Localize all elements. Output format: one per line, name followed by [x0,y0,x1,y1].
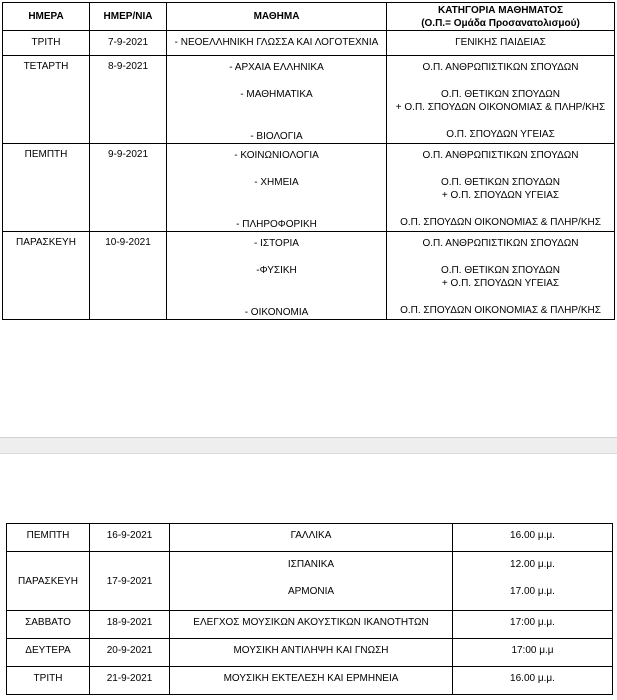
table-row [7,611,613,639]
subject-line: - ΜΑΘΗΜΑΤΙΚΑ [240,89,313,100]
category-line: Ο.Π. ΣΠΟΥΔΩΝ ΥΓΕΙΑΣ [446,129,555,140]
category-cell: ΓΕΝΙΚΗΣ ΠΑΙΔΕΙΑΣ [387,31,615,56]
category-cell [387,232,615,320]
subject-line: - ΙΣΤΟΡΙΑ [254,238,299,249]
subject-cell: ΓΑΛΛΙΚΑ [170,524,453,552]
subject-line: -ΦΥΣΙΚΗ [256,265,297,276]
date-cell: 7-9-2021 [90,31,167,56]
subject-cell: ΕΛΕΓΧΟΣ ΜΟΥΣΙΚΩΝ ΑΚΟΥΣΤΙΚΩΝ ΙΚΑΝΟΤΗΤΩΝ [170,611,453,639]
subject-line: ΙΣΠΑΝΙΚΑ [287,559,335,570]
subject-line: - ΚΟΙΝΩΝΙΟΛΟΓΙΑ [234,150,319,161]
table-row [7,524,613,552]
date-cell: 9-9-2021 [90,144,167,232]
category-line: + Ο.Π. ΣΠΟΥΔΩΝ ΟΙΚΟΝΟΜΙΑΣ & ΠΛΗΡ/ΚΗΣ [395,102,606,113]
header-category [387,3,615,31]
category-cell [387,144,615,232]
category-line: Ο.Π. ΘΕΤΙΚΩΝ ΣΠΟΥΔΩΝ [441,177,560,188]
table-row [3,56,615,144]
category-line: + Ο.Π. ΣΠΟΥΔΩΝ ΥΓΕΙΑΣ [441,278,560,289]
date-cell: 8-9-2021 [90,56,167,144]
time-line: 12.00 μ.μ. [510,559,555,570]
table-row [7,552,613,611]
time-cell: 16.00 μ.μ. [453,667,613,695]
day-cell: ΠΑΡΑΣΚΕΥΗ [7,552,90,611]
table-row [3,144,615,232]
subject-line: - ΠΛΗΡΟΦΟΡΙΚΗ [236,219,317,230]
subject-cell [167,144,387,232]
category-line: Ο.Π. ΑΝΘΡΩΠΙΣΤΙΚΩΝ ΣΠΟΥΔΩΝ [422,238,579,249]
subject-line: - ΟΙΚΟΝΟΜΙΑ [244,307,309,318]
subject-cell [167,232,387,320]
subject-cell: - ΝΕΟΕΛΛΗΝΙΚΗ ΓΛΩΣΣΑ ΚΑΙ ΛΟΓΟΤΕΧΝΙΑ [167,31,387,56]
subject-line: ΑΡΜΟΝΙΑ [287,586,335,597]
date-cell: 21-9-2021 [90,667,170,695]
time-cell: 17:00 μ.μ. [453,611,613,639]
category-line: Ο.Π. ΣΠΟΥΔΩΝ ΟΙΚΟΝΟΜΙΑΣ & ΠΛΗΡ/ΚΗΣ [400,305,601,316]
header-date: ΗΜΕΡ/ΝΙΑ [90,3,167,31]
date-cell: 16-9-2021 [90,524,170,552]
day-cell: ΠΕΜΠΤΗ [3,144,90,232]
time-cell: 17:00 μ.μ [453,639,613,667]
subject-cell: ΜΟΥΣΙΚΗ ΑΝΤΙΛΗΨΗ ΚΑΙ ΓΝΩΣΗ [170,639,453,667]
time-cell: 16.00 μ.μ. [453,524,613,552]
header-category-note: (Ο.Π.= Ομάδα Προσανατολισμού) [421,17,580,29]
subject-line: - ΧΗΜΕΙΑ [254,177,299,188]
day-cell: ΤΡΙΤΗ [3,31,90,56]
category-line: Ο.Π. ΘΕΤΙΚΩΝ ΣΠΟΥΔΩΝ [441,89,560,100]
exam-schedule-table [2,2,615,320]
category-line: Ο.Π. ΑΝΘΡΩΠΙΣΤΙΚΩΝ ΣΠΟΥΔΩΝ [422,62,579,73]
category-line: Ο.Π. ΣΠΟΥΔΩΝ ΟΙΚΟΝΟΜΙΑΣ & ΠΛΗΡ/ΚΗΣ [400,217,601,228]
day-cell: ΠΕΜΠΤΗ [7,524,90,552]
table-row [7,639,613,667]
table-header-row [3,3,615,31]
category-line: + Ο.Π. ΣΠΟΥΔΩΝ ΥΓΕΙΑΣ [441,190,560,201]
date-cell: 18-9-2021 [90,611,170,639]
header-day: ΗΜΕΡΑ [3,3,90,31]
subject-cell: ΜΟΥΣΙΚΗ ΕΚΤΕΛΕΣΗ ΚΑΙ ΕΡΜΗΝΕΙΑ [170,667,453,695]
day-cell: ΤΡΙΤΗ [7,667,90,695]
subject-line: - ΒΙΟΛΟΓΙΑ [250,131,303,142]
subject-cell [170,552,453,611]
day-cell: ΣΑΒΒΑΤΟ [7,611,90,639]
page-break-band [0,437,617,454]
date-cell: 20-9-2021 [90,639,170,667]
header-subject: ΜΑΘΗΜΑ [167,3,387,31]
music-exam-table [6,523,613,695]
subject-cell [167,56,387,144]
day-cell: ΠΑΡΑΣΚΕΥΗ [3,232,90,320]
table-row [3,31,615,56]
date-cell: 10-9-2021 [90,232,167,320]
category-line: Ο.Π. ΑΝΘΡΩΠΙΣΤΙΚΩΝ ΣΠΟΥΔΩΝ [422,150,579,161]
table-row [3,232,615,320]
day-cell: ΔΕΥΤΕΡΑ [7,639,90,667]
table-row [7,667,613,695]
day-cell: ΤΕΤΑΡΤΗ [3,56,90,144]
category-line: Ο.Π. ΘΕΤΙΚΩΝ ΣΠΟΥΔΩΝ [441,265,560,276]
date-cell: 17-9-2021 [90,552,170,611]
header-category-title: ΚΑΤΗΓΟΡΙΑ ΜΑΘΗΜΑΤΟΣ [438,4,563,16]
category-cell [387,56,615,144]
time-cell [453,552,613,611]
time-line: 17.00 μ.μ. [510,586,555,597]
subject-line: - ΑΡΧΑΙΑ ΕΛΛΗΝΙΚΑ [229,62,324,73]
